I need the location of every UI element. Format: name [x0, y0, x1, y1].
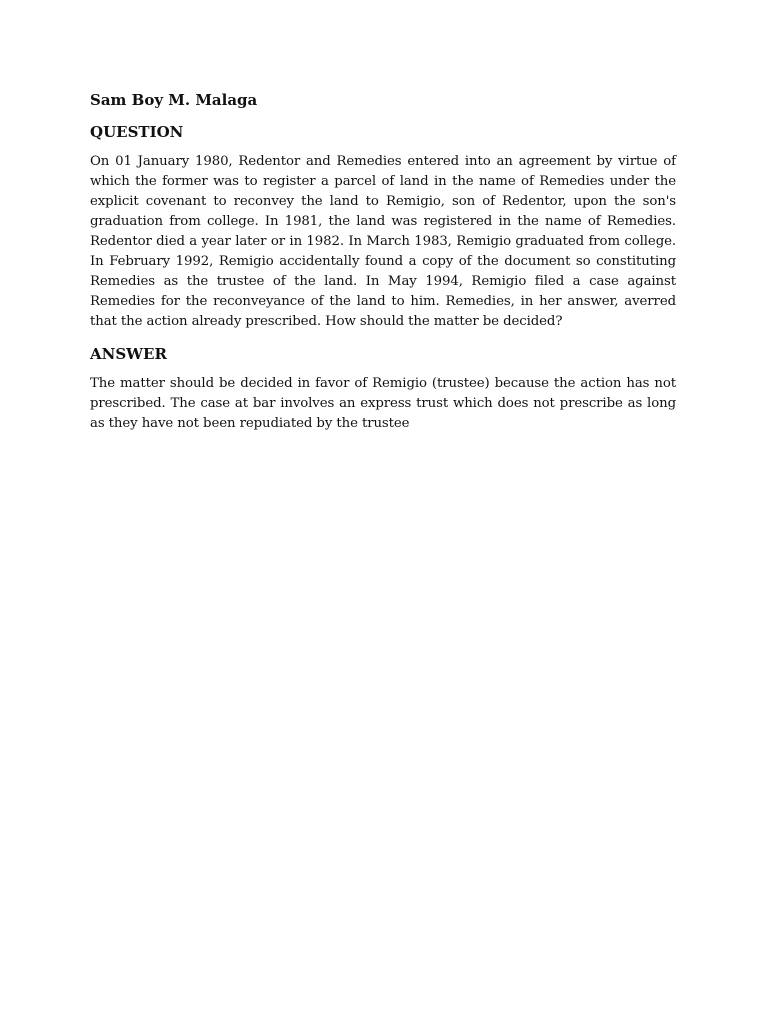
answer-heading: ANSWER	[90, 345, 167, 363]
question-heading: QUESTION	[90, 123, 184, 141]
answer-paragraph: The matter should be decided in favor of Remigio (trustee) because the action has not prescribed. The case at bar involves an express trust which does not prescribe as long as they have not been repudiated by the trustee	[90, 376, 676, 431]
author-name: Sam Boy M. Malaga	[90, 91, 258, 109]
document-page	[90, 88, 676, 444]
question-paragraph: On 01 January 1980, Redentor and Remedies entered into an agreement by virtue of which the former was to register a parcel of land in the name of Remedies under the explicit covenant to reconvey the land to Remigio, son of Redentor, upon the son's graduation from college. In 1981, the land was registered in the name of Remedies. Redentor died a year later or in 1982. In March 1983, Remigio graduated from college. In February 1992, Remigio accidentally found a copy of the document so constituting Remedies as the trustee of the land. In May 1994, Remigio filed a case against Remedies for the reconveyance of the land to him. Remedies, in her answer, averred that the action already prescribed. How should the matter be decided?	[90, 154, 676, 329]
